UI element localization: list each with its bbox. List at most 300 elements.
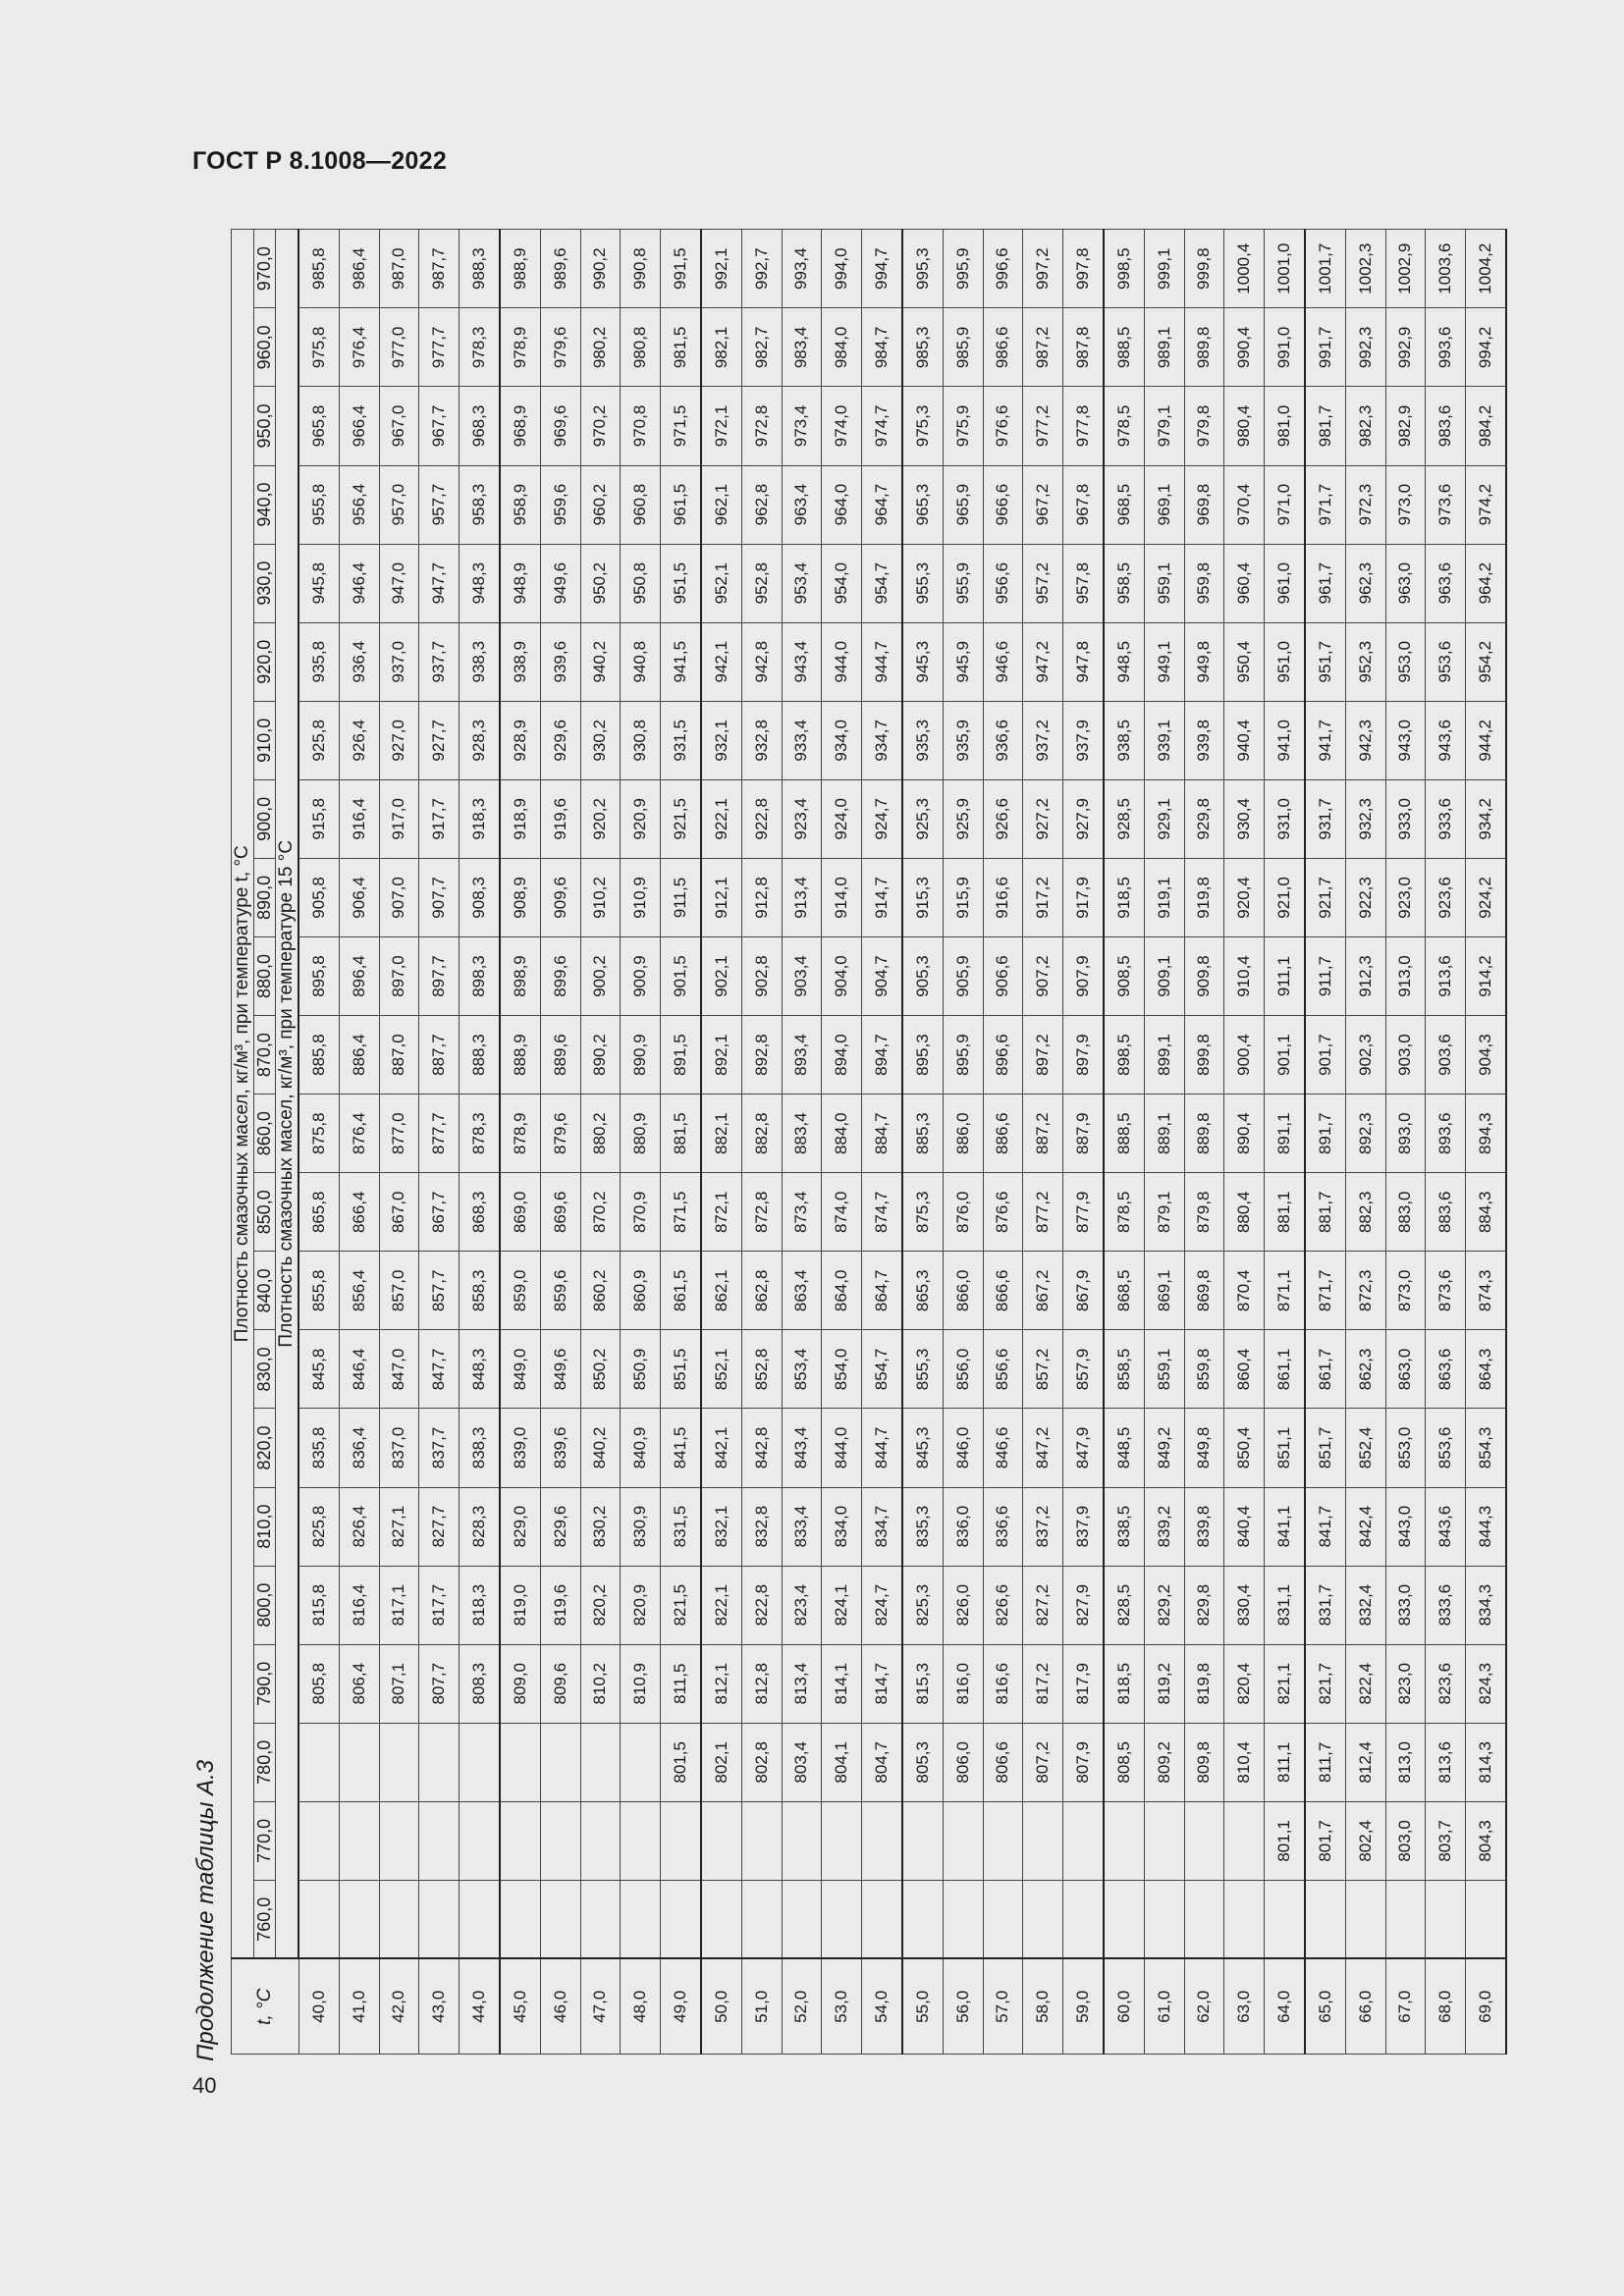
density-cell: [944, 1801, 984, 1880]
density-cell: 820,2: [580, 1566, 621, 1644]
column-header: 820,0: [254, 1409, 276, 1487]
density-cell: 982,9: [1385, 387, 1426, 465]
density-cell: 945,3: [902, 622, 944, 701]
density-cell: 898,9: [500, 936, 541, 1015]
density-cell: 858,5: [1104, 1330, 1145, 1409]
table-row: [1145, 230, 1185, 2055]
density-cell: 893,6: [1426, 1095, 1466, 1173]
density-cell: 803,0: [1385, 1801, 1426, 1880]
density-cell: [1184, 1880, 1224, 1958]
density-cell: 828,5: [1104, 1566, 1145, 1644]
density-cell: 809,0: [500, 1644, 541, 1723]
document-title: ГОСТ Р 8.1008—2022: [192, 147, 448, 175]
density-cell: 864,3: [1465, 1330, 1506, 1409]
density-cell: 930,8: [621, 701, 661, 779]
density-cell: 889,6: [541, 1016, 581, 1095]
density-cell: 834,3: [1465, 1566, 1506, 1644]
density-cell: 980,8: [621, 308, 661, 387]
density-cell: 1002,3: [1346, 230, 1386, 308]
density-cell: 880,4: [1224, 1173, 1265, 1252]
density-cell: 940,4: [1224, 701, 1265, 779]
density-cell: 888,3: [459, 1016, 500, 1095]
header-row-sub: [276, 230, 299, 2055]
density-cell: [340, 1723, 380, 1801]
density-cell: 860,9: [621, 1252, 661, 1330]
density-cell: [379, 1880, 419, 1958]
density-cell: 952,8: [742, 544, 783, 622]
density-cell: [660, 1801, 701, 1880]
row-temperature-cell: 48,0: [621, 1959, 661, 2055]
density-cell: 918,5: [1104, 858, 1145, 936]
density-cell: [1062, 1880, 1104, 1958]
density-cell: 957,2: [1023, 544, 1063, 622]
density-cell: 807,9: [1062, 1723, 1104, 1801]
density-cell: 832,4: [1346, 1566, 1386, 1644]
density-cell: 821,7: [1305, 1644, 1346, 1723]
density-cell: 851,1: [1264, 1409, 1305, 1487]
header-temperature: t, °C: [232, 1959, 299, 2055]
density-cell: 920,4: [1224, 858, 1265, 936]
density-cell: 845,3: [902, 1409, 944, 1487]
density-cell: 923,0: [1385, 858, 1426, 936]
density-cell: 927,7: [419, 701, 460, 779]
density-cell: 927,9: [1062, 779, 1104, 858]
density-cell: 955,3: [902, 544, 944, 622]
density-cell: [298, 1880, 340, 1958]
density-cell: 802,4: [1346, 1801, 1386, 1880]
density-cell: 980,2: [580, 308, 621, 387]
density-cell: 881,1: [1264, 1173, 1305, 1252]
density-cell: 908,5: [1104, 936, 1145, 1015]
density-cell: 909,8: [1184, 936, 1224, 1015]
density-cell: 825,3: [902, 1566, 944, 1644]
density-cell: 915,8: [298, 779, 340, 858]
density-cell: 986,4: [340, 230, 380, 308]
density-cell: 892,1: [701, 1016, 742, 1095]
density-cell: 894,7: [861, 1016, 902, 1095]
density-cell: 983,6: [1426, 387, 1466, 465]
density-cell: [621, 1880, 661, 1958]
density-cell: 817,9: [1062, 1644, 1104, 1723]
density-cell: 949,1: [1145, 622, 1185, 701]
density-cell: 850,9: [621, 1330, 661, 1409]
column-header: 950,0: [254, 387, 276, 465]
density-cell: 805,3: [902, 1723, 944, 1801]
density-cell: 913,0: [1385, 936, 1426, 1015]
density-cell: 870,9: [621, 1173, 661, 1252]
density-cell: 984,2: [1465, 387, 1506, 465]
density-cell: [340, 1880, 380, 1958]
density-cell: 826,0: [944, 1566, 984, 1644]
density-cell: 936,6: [983, 701, 1023, 779]
density-cell: 897,2: [1023, 1016, 1063, 1095]
density-cell: 952,1: [701, 544, 742, 622]
density-cell: [660, 1880, 701, 1958]
density-cell: 844,7: [861, 1409, 902, 1487]
density-cell: 837,7: [419, 1409, 460, 1487]
density-cell: 938,5: [1104, 701, 1145, 779]
density-cell: 859,1: [1145, 1330, 1185, 1409]
table-header: [232, 230, 299, 2055]
density-cell: 1002,9: [1385, 230, 1426, 308]
density-table: [231, 229, 1507, 2055]
density-cell: 858,3: [459, 1252, 500, 1330]
density-cell: 918,9: [500, 779, 541, 858]
density-cell: 841,5: [660, 1409, 701, 1487]
density-cell: 812,8: [742, 1644, 783, 1723]
density-cell: 930,2: [580, 701, 621, 779]
density-cell: 877,0: [379, 1095, 419, 1173]
density-cell: 916,6: [983, 858, 1023, 936]
density-cell: 990,2: [580, 230, 621, 308]
density-cell: 891,1: [1264, 1095, 1305, 1173]
density-cell: 907,2: [1023, 936, 1063, 1015]
density-cell: 980,4: [1224, 387, 1265, 465]
column-header: 970,0: [254, 230, 276, 308]
density-cell: 945,9: [944, 622, 984, 701]
density-cell: 992,7: [742, 230, 783, 308]
density-cell: 919,1: [1145, 858, 1185, 936]
column-header: 870,0: [254, 1016, 276, 1095]
density-cell: 816,6: [983, 1644, 1023, 1723]
density-cell: 827,2: [1023, 1566, 1063, 1644]
density-cell: 803,7: [1426, 1801, 1466, 1880]
density-cell: 819,8: [1184, 1644, 1224, 1723]
density-cell: 928,5: [1104, 779, 1145, 858]
density-cell: 889,1: [1145, 1095, 1185, 1173]
density-cell: 911,5: [660, 858, 701, 936]
table-row: [500, 230, 541, 2055]
density-cell: 917,9: [1062, 858, 1104, 936]
density-cell: 874,0: [822, 1173, 862, 1252]
density-cell: 816,4: [340, 1566, 380, 1644]
row-temperature-cell: 53,0: [822, 1959, 862, 2055]
density-cell: 948,5: [1104, 622, 1145, 701]
density-cell: 988,3: [459, 230, 500, 308]
density-cell: 842,1: [701, 1409, 742, 1487]
density-cell: 810,9: [621, 1644, 661, 1723]
density-cell: [1346, 1880, 1386, 1958]
density-cell: 969,8: [1184, 465, 1224, 544]
column-header: 800,0: [254, 1566, 276, 1644]
density-cell: 827,7: [419, 1487, 460, 1566]
density-cell: 991,0: [1264, 308, 1305, 387]
density-cell: 807,2: [1023, 1723, 1063, 1801]
table-row: [1104, 230, 1145, 2055]
density-cell: 912,3: [1346, 936, 1386, 1015]
density-cell: 961,7: [1305, 544, 1346, 622]
density-cell: 830,4: [1224, 1566, 1265, 1644]
row-temperature-cell: 69,0: [1465, 1959, 1506, 2055]
density-cell: 831,5: [660, 1487, 701, 1566]
density-cell: 842,8: [742, 1409, 783, 1487]
density-cell: 885,8: [298, 1016, 340, 1095]
density-table-container: [231, 229, 1507, 2055]
density-cell: [782, 1880, 822, 1958]
density-cell: [1224, 1801, 1265, 1880]
density-cell: [944, 1880, 984, 1958]
density-cell: 961,0: [1264, 544, 1305, 622]
density-cell: 971,5: [660, 387, 701, 465]
density-cell: 861,1: [1264, 1330, 1305, 1409]
density-cell: 868,5: [1104, 1252, 1145, 1330]
density-cell: [1145, 1880, 1185, 1958]
density-cell: 993,4: [782, 230, 822, 308]
density-cell: [902, 1801, 944, 1880]
table-caption: Продолжение таблицы А.3: [192, 1759, 219, 2061]
density-cell: 856,4: [340, 1252, 380, 1330]
density-cell: 817,1: [379, 1566, 419, 1644]
density-cell: 859,8: [1184, 1330, 1224, 1409]
density-cell: 881,7: [1305, 1173, 1346, 1252]
density-cell: 814,3: [1465, 1723, 1506, 1801]
density-cell: [1145, 1801, 1185, 1880]
density-cell: 840,2: [580, 1409, 621, 1487]
density-cell: 876,4: [340, 1095, 380, 1173]
density-cell: 915,9: [944, 858, 984, 936]
density-cell: 997,8: [1062, 230, 1104, 308]
density-cell: [1184, 1801, 1224, 1880]
density-cell: 920,2: [580, 779, 621, 858]
row-temperature-cell: 58,0: [1023, 1959, 1063, 2055]
density-cell: 905,3: [902, 936, 944, 1015]
column-header: 840,0: [254, 1252, 276, 1330]
density-cell: 964,0: [822, 465, 862, 544]
density-cell: 863,6: [1426, 1330, 1466, 1409]
density-cell: 804,7: [861, 1723, 902, 1801]
density-cell: 888,9: [500, 1016, 541, 1095]
density-cell: 907,9: [1062, 936, 1104, 1015]
density-cell: 809,8: [1184, 1723, 1224, 1801]
density-cell: 902,1: [701, 936, 742, 1015]
column-header: 780,0: [254, 1723, 276, 1801]
density-cell: 892,3: [1346, 1095, 1386, 1173]
density-cell: 844,0: [822, 1409, 862, 1487]
density-cell: 994,7: [861, 230, 902, 308]
row-temperature-cell: 60,0: [1104, 1959, 1145, 2055]
density-cell: 872,1: [701, 1173, 742, 1252]
density-cell: 842,4: [1346, 1487, 1386, 1566]
density-cell: 875,3: [902, 1173, 944, 1252]
row-temperature-cell: 47,0: [580, 1959, 621, 2055]
density-cell: [379, 1723, 419, 1801]
density-cell: 979,1: [1145, 387, 1185, 465]
density-cell: 832,8: [742, 1487, 783, 1566]
density-cell: [822, 1880, 862, 1958]
density-cell: 877,2: [1023, 1173, 1063, 1252]
density-cell: 990,4: [1224, 308, 1265, 387]
density-cell: 834,7: [861, 1487, 902, 1566]
density-cell: [861, 1880, 902, 1958]
density-cell: 929,6: [541, 701, 581, 779]
density-cell: 833,4: [782, 1487, 822, 1566]
density-cell: 867,9: [1062, 1252, 1104, 1330]
row-temperature-cell: 64,0: [1264, 1959, 1305, 2055]
density-cell: 873,6: [1426, 1252, 1466, 1330]
density-cell: 987,0: [379, 230, 419, 308]
density-cell: 984,7: [861, 308, 902, 387]
density-cell: 877,9: [1062, 1173, 1104, 1252]
column-header: 850,0: [254, 1173, 276, 1252]
density-cell: 874,3: [1465, 1252, 1506, 1330]
density-cell: 952,3: [1346, 622, 1386, 701]
density-cell: [419, 1723, 460, 1801]
density-cell: 941,0: [1264, 701, 1305, 779]
table-row: [1062, 230, 1104, 2055]
density-cell: 998,5: [1104, 230, 1145, 308]
density-cell: 901,1: [1264, 1016, 1305, 1095]
density-cell: [861, 1801, 902, 1880]
column-header: 810,0: [254, 1487, 276, 1566]
density-cell: 810,4: [1224, 1723, 1265, 1801]
density-cell: 928,3: [459, 701, 500, 779]
density-cell: 811,5: [660, 1644, 701, 1723]
density-cell: 884,3: [1465, 1173, 1506, 1252]
density-cell: 977,0: [379, 308, 419, 387]
density-cell: 912,8: [742, 858, 783, 936]
density-cell: 872,8: [742, 1173, 783, 1252]
table-row: [822, 230, 862, 2055]
density-cell: 977,2: [1023, 387, 1063, 465]
row-temperature-cell: 52,0: [782, 1959, 822, 2055]
density-cell: 948,3: [459, 544, 500, 622]
table-row: [379, 230, 419, 2055]
density-cell: 824,3: [1465, 1644, 1506, 1723]
density-cell: [500, 1801, 541, 1880]
density-cell: 871,1: [1264, 1252, 1305, 1330]
density-cell: 954,7: [861, 544, 902, 622]
density-cell: 826,6: [983, 1566, 1023, 1644]
density-cell: 850,4: [1224, 1409, 1265, 1487]
density-cell: 859,6: [541, 1252, 581, 1330]
density-cell: 973,6: [1426, 465, 1466, 544]
density-cell: 883,4: [782, 1095, 822, 1173]
density-cell: 1000,4: [1224, 230, 1265, 308]
density-cell: 822,4: [1346, 1644, 1386, 1723]
density-cell: 810,2: [580, 1644, 621, 1723]
density-cell: 839,2: [1145, 1487, 1185, 1566]
density-cell: [1023, 1880, 1063, 1958]
density-cell: 985,9: [944, 308, 984, 387]
density-cell: 913,6: [1426, 936, 1466, 1015]
density-cell: 929,1: [1145, 779, 1185, 858]
density-cell: 854,7: [861, 1330, 902, 1409]
density-cell: 975,3: [902, 387, 944, 465]
density-cell: 992,1: [701, 230, 742, 308]
density-cell: 863,0: [1385, 1330, 1426, 1409]
row-temperature-cell: 62,0: [1184, 1959, 1224, 2055]
density-cell: [902, 1880, 944, 1958]
density-cell: 806,4: [340, 1644, 380, 1723]
density-cell: 895,3: [902, 1016, 944, 1095]
density-cell: 838,3: [459, 1409, 500, 1487]
density-cell: 978,3: [459, 308, 500, 387]
density-cell: 824,7: [861, 1566, 902, 1644]
density-cell: 978,9: [500, 308, 541, 387]
density-cell: 881,5: [660, 1095, 701, 1173]
density-cell: 965,9: [944, 465, 984, 544]
density-cell: 890,9: [621, 1016, 661, 1095]
density-cell: 965,8: [298, 387, 340, 465]
density-cell: 988,9: [500, 230, 541, 308]
density-cell: 924,7: [861, 779, 902, 858]
density-cell: 819,6: [541, 1566, 581, 1644]
density-cell: 926,6: [983, 779, 1023, 858]
density-cell: 887,0: [379, 1016, 419, 1095]
table-row: [340, 230, 380, 2055]
density-cell: 879,1: [1145, 1173, 1185, 1252]
density-cell: 897,0: [379, 936, 419, 1015]
density-cell: [1062, 1801, 1104, 1880]
density-cell: 924,2: [1465, 858, 1506, 936]
density-cell: 902,3: [1346, 1016, 1386, 1095]
density-cell: 970,2: [580, 387, 621, 465]
density-cell: 950,4: [1224, 622, 1265, 701]
density-cell: 849,6: [541, 1330, 581, 1409]
density-cell: 907,0: [379, 858, 419, 936]
density-cell: 953,6: [1426, 622, 1466, 701]
density-cell: 929,8: [1184, 779, 1224, 858]
density-cell: 897,9: [1062, 1016, 1104, 1095]
density-cell: 986,6: [983, 308, 1023, 387]
density-cell: 820,9: [621, 1566, 661, 1644]
density-cell: 801,7: [1305, 1801, 1346, 1880]
density-cell: 853,0: [1385, 1409, 1426, 1487]
density-cell: [1465, 1880, 1506, 1958]
density-cell: 847,2: [1023, 1409, 1063, 1487]
density-cell: 991,5: [660, 230, 701, 308]
row-temperature-cell: 63,0: [1224, 1959, 1265, 2055]
table-row: [1184, 230, 1224, 2055]
density-cell: 917,2: [1023, 858, 1063, 936]
table-row: [861, 230, 902, 2055]
density-cell: 947,2: [1023, 622, 1063, 701]
density-cell: 969,6: [541, 387, 581, 465]
density-cell: 933,0: [1385, 779, 1426, 858]
density-cell: 837,0: [379, 1409, 419, 1487]
density-cell: 996,6: [983, 230, 1023, 308]
row-temperature-cell: 66,0: [1346, 1959, 1386, 2055]
density-cell: 957,7: [419, 465, 460, 544]
density-cell: 893,0: [1385, 1095, 1426, 1173]
density-cell: 911,7: [1305, 936, 1346, 1015]
density-cell: 979,6: [541, 308, 581, 387]
density-cell: 802,8: [742, 1723, 783, 1801]
density-cell: 944,7: [861, 622, 902, 701]
density-cell: 940,8: [621, 622, 661, 701]
density-cell: 972,1: [701, 387, 742, 465]
density-cell: 959,1: [1145, 544, 1185, 622]
density-cell: 985,3: [902, 308, 944, 387]
density-cell: 839,0: [500, 1409, 541, 1487]
density-cell: [379, 1801, 419, 1880]
density-cell: 835,8: [298, 1409, 340, 1487]
density-cell: 809,6: [541, 1644, 581, 1723]
density-cell: 850,2: [580, 1330, 621, 1409]
density-cell: 928,9: [500, 701, 541, 779]
density-cell: 939,6: [541, 622, 581, 701]
density-cell: 867,0: [379, 1173, 419, 1252]
density-cell: 804,1: [822, 1723, 862, 1801]
density-cell: 956,4: [340, 465, 380, 544]
column-header: 790,0: [254, 1644, 276, 1723]
density-cell: 955,8: [298, 465, 340, 544]
density-cell: 896,6: [983, 1016, 1023, 1095]
density-cell: 857,0: [379, 1252, 419, 1330]
density-cell: 872,3: [1346, 1252, 1386, 1330]
density-cell: 801,5: [660, 1723, 701, 1801]
density-cell: 923,4: [782, 779, 822, 858]
